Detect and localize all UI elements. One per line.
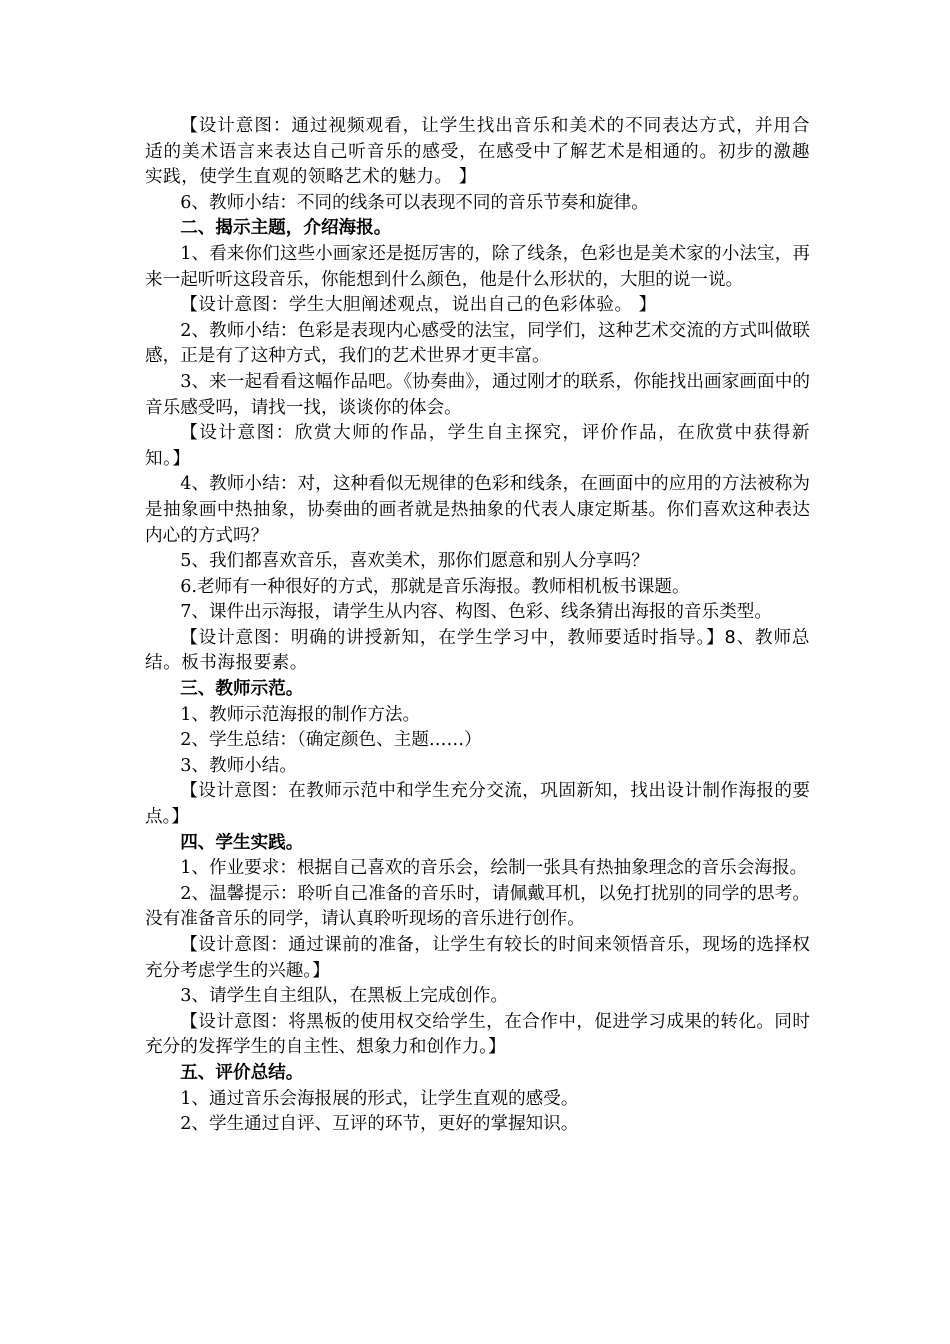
design-intent-note: 【设计意图：学生大胆阐述观点，说出自己的色彩体验。 】 <box>180 295 657 316</box>
design-intent-note: 【设计意图：欣赏大师的作品，学生自主探究，评价作品，在欣赏中获得新知。】 <box>145 423 810 469</box>
body-paragraph: 2、温馨提示：聆听自己准备的音乐时，请佩戴耳机，以免打扰别的同学的思考。没有准备音乐的同学，请认真聆听现场的音乐进行创作。 <box>145 883 810 930</box>
body-paragraph: 3、教师小结。 <box>180 755 297 776</box>
body-paragraph: 6.老师有一种很好的方式，那就是音乐海报。教师相机板书课题。 <box>180 576 690 597</box>
body-paragraph: 1、作业要求：根据自己喜欢的音乐会，绘制一张具有热抽象理念的音乐会海报。 <box>180 858 808 879</box>
body-paragraph: 6、教师小结：不同的线条可以表现不同的音乐节奏和旋律。 <box>180 192 649 213</box>
section-heading: 五、评价总结。 <box>180 1062 304 1083</box>
design-intent-paragraph: 【设计意图：通过课前的准备，让学生有较长的时间来领悟音乐，现场的选择权充分考虑学生的兴趣。】 <box>145 935 810 981</box>
design-intent-note: 【设计意图：明确的讲授新知，在学生学习中，教师要适时指导。】8、教师总结。板书海报要素。 <box>145 627 810 674</box>
body-paragraph: 7、课件出示海报，请学生从内容、构图、色彩、线条猜出海报的音乐类型。 <box>180 602 772 623</box>
body-paragraph: 1、教师示范海报的制作方法。 <box>180 704 421 725</box>
section-heading: 二、揭示主题，介绍海报。 <box>180 218 392 239</box>
body-paragraph: 1、通过音乐会海报展的形式，让学生直观的感受。 <box>180 1088 579 1109</box>
body-paragraph: 2、学生通过自评、互评的环节，更好的掌握知识。 <box>180 1114 579 1135</box>
body-paragraph: 1、看来你们这些小画家还是挺厉害的，除了线条，色彩也是美术家的小法宝，再来一起听听这段音乐，你能想到什么颜色，他是什么形状的，大胆的说一说。 <box>145 243 810 290</box>
body-paragraph: 3、来一起看看这幅作品吧。《协奏曲》，通过刚才的联系，你能找出画家画面中的音乐感受吗，请找一找，谈谈你的体会。 <box>145 371 810 418</box>
design-intent-paragraph: 【设计意图：将黑板的使用权交给学生，在合作中，促进学习成果的转化。同时充分的发挥学生的自主性、想象力和创作力。】 <box>145 1011 810 1058</box>
document-page <box>145 114 810 1138</box>
design-intent-paragraph: 【设计意图：在教师示范中和学生充分交流，巩固新知，找出设计制作海报的要点。】 <box>145 781 810 828</box>
body-paragraph: 2、学生总结：（确定颜色、主题……） <box>180 730 482 751</box>
section-heading: 三、教师示范。 <box>180 679 304 700</box>
section-heading: 四、学生实践。 <box>180 832 304 853</box>
body-paragraph: 2、教师小结：色彩是表现内心感受的法宝，同学们，这种艺术交流的方式叫做联感，正是有了这种方式，我们的艺术世界才更丰富。 <box>145 320 810 367</box>
body-paragraph: 4、教师小结：对，这种看似无规律的色彩和线条，在画面中的应用的方法被称为是抽象画中热抽象，协奏曲的画者就是热抽象的代表人康定斯基。你们喜欢这种表达内心的方式吗？ <box>145 474 810 546</box>
body-paragraph: 3、请学生自主组队，在黑板上完成创作。 <box>180 986 509 1007</box>
design-intent-note: 【设计意图：通过视频观看，让学生找出音乐和美术的不同表达方式，并用合适的美术语言来表达自己听音乐的感受，在感受中了解艺术是相通的。初步的激趣实践，使学生直观的领略艺术的魅力。 】 <box>145 116 810 188</box>
body-paragraph: 5、我们都喜欢音乐，喜欢美术，那你们愿意和别人分享吗？ <box>180 551 649 572</box>
